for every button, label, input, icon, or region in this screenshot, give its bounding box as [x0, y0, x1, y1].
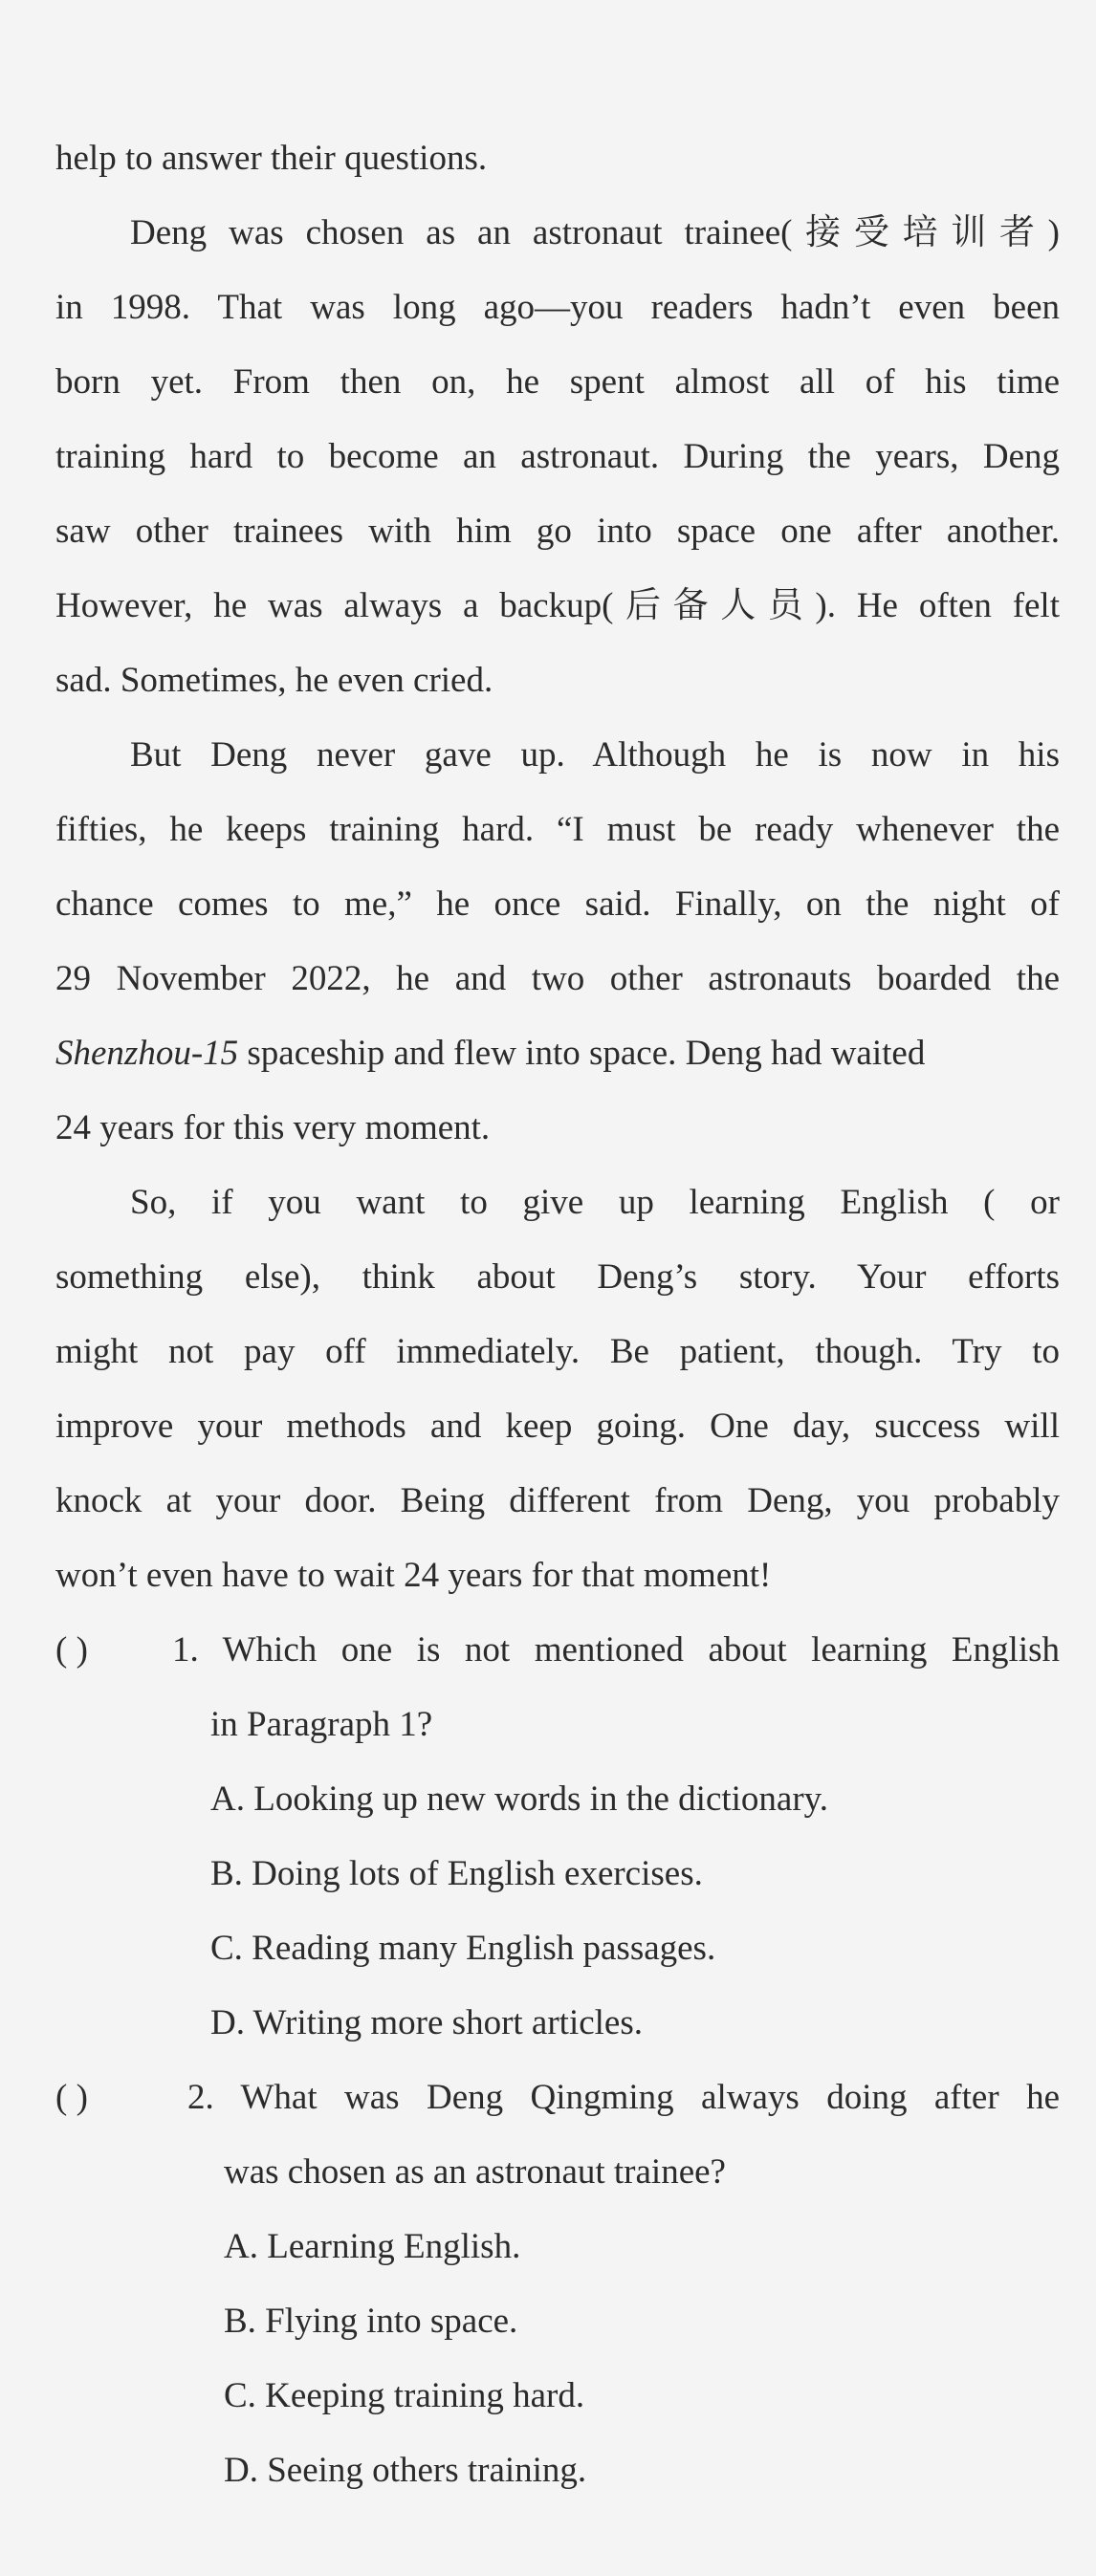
question-stem: was chosen as an astronaut trainee? [224, 2152, 726, 2192]
question-stem: 1. Which one is not mentioned about learning English [172, 1630, 1060, 1670]
passage-line: something else), think about Deng’s story. Your efforts [55, 1257, 1060, 1297]
passage-line: fifties, he keeps training hard. “I must be ready whenever the [55, 810, 1060, 849]
passage-line [55, 1029, 1060, 1079]
passage-line: sad. Sometimes, he even cried. [55, 661, 493, 700]
passage-line: Deng was chosen as an astronaut trainee(接受培训者) [130, 213, 1060, 252]
passage-line: help to answer their questions. [55, 139, 488, 178]
option-b: B. Doing lots of English exercises. [210, 1854, 703, 1893]
passage-line: However, he was always a backup(后备人员). He often felt [55, 586, 1060, 625]
option-b: B. Flying into space. [224, 2302, 518, 2341]
spaceship-name: Shenzhou-15 [55, 1034, 239, 1073]
passage-line: So, if you want to give up learning English ( or [130, 1183, 1060, 1222]
passage-line: might not pay off immediately. Be patient, though. Try to [55, 1332, 1060, 1371]
option-d: D. Writing more short articles. [210, 2003, 644, 2042]
passage-line: training hard to become an astronaut. During the years, Deng [55, 437, 1060, 476]
question-stem: 2. What was Deng Qingming always doing after he [187, 2078, 1060, 2117]
passage-line: saw other trainees with him go into space one after another. [55, 512, 1060, 551]
option-d: D. Seeing others training. [224, 2451, 587, 2490]
passage-line-text: spaceship and flew into space. Deng had waited [247, 1034, 926, 1073]
option-c: C. Keeping training hard. [224, 2376, 585, 2415]
passage-line: 24 years for this very moment. [55, 1108, 491, 1147]
passage-line: won’t even have to wait 24 years for that moment! [55, 1556, 772, 1595]
passage-line: knock at your door. Being different from Deng, you probably [55, 1481, 1060, 1520]
passage-line: in 1998. That was long ago—you readers hadn’t even been [55, 288, 1060, 327]
passage-line: born yet. From then on, he spent almost all of his time [55, 362, 1060, 402]
option-c: C. Reading many English passages. [210, 1929, 716, 1968]
question-stem: in Paragraph 1? [210, 1705, 433, 1744]
passage-line: chance comes to me,” he once said. Finally, on the night of [55, 884, 1060, 924]
option-a: A. Looking up new words in the dictionary. [210, 1779, 829, 1819]
passage-line: improve your methods and keep going. One day, success will [55, 1407, 1060, 1446]
answer-blank[interactable]: ( ) [55, 2078, 88, 2117]
answer-blank[interactable]: ( ) [55, 1630, 88, 1670]
passage-line: But Deng never gave up. Although he is now in his [130, 735, 1060, 775]
option-a: A. Learning English. [224, 2227, 521, 2266]
passage-line: 29 November 2022, he and two other astronauts boarded the [55, 959, 1060, 998]
